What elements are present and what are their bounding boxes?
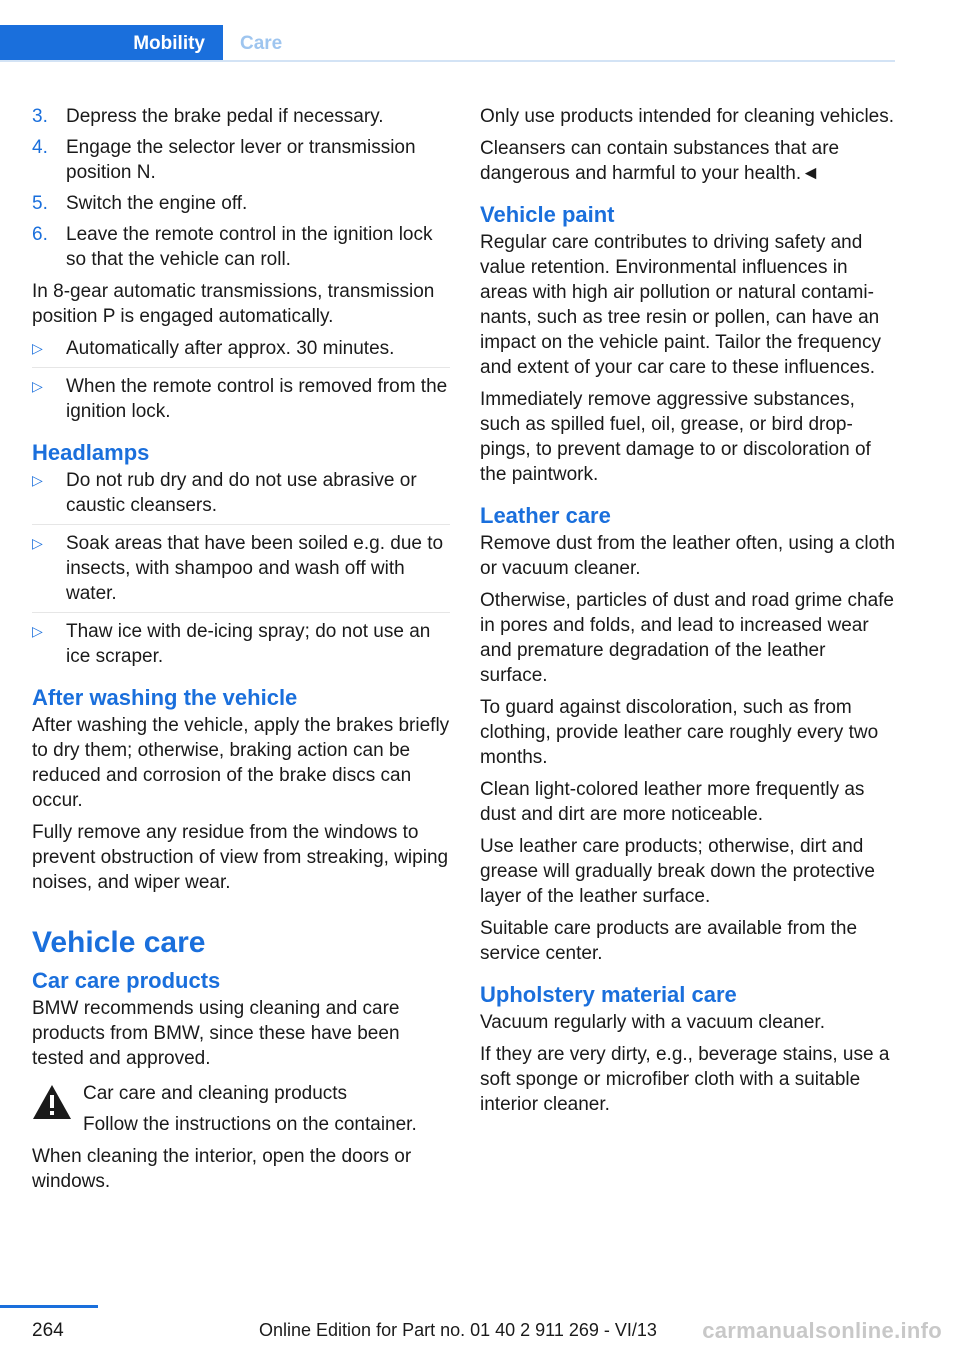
paint-paragraph-2: Immediately remove aggressive substances, such as spilled fuel, oil, grease, or bird droppings, to prevent damage to or discoloration of the paintwork. [480,389,871,485]
right-column [480,104,896,1124]
list-item-text: Automatically after approx. 30 minutes. [66,338,395,359]
step-text: Engage the selector lever or transmission position N. [66,137,416,183]
list-item-text: Do not rub dry and do not use abrasive or caustic cleansers. [66,470,417,516]
heading-vehicle-care: Vehicle care [32,926,206,959]
step-text: Leave the remote control in the ignition lock so that the vehicle can roll. [66,224,433,270]
after-washing-paragraph-1: After washing the vehicle, apply the brakes briefly to dry them; otherwise, braking action can be reduced and corrosion of the brake discs can occur. [32,715,450,811]
leather-paragraph-2: Otherwise, particles of dust and road grime chafe in pores and folds, and lead to increased wear and premature degradation of the leather surface. [480,590,894,686]
list-item-text: When the remote control is removed from the ignition lock. [66,376,448,422]
triangle-right-icon: ▷ [32,472,43,488]
footer-edition: Online Edition for Part no. 01 40 2 911 269 - VI/13 [259,1320,657,1340]
tab-care[interactable]: Care [240,33,283,54]
step-item [32,135,450,185]
leather-paragraph-6: Suitable care products are available from the service center. [480,918,858,964]
steps-list [32,104,450,272]
cleansers-paragraph: Cleansers can contain substances that are dangerous and harmful to your health.◄ [480,138,840,184]
interior-paragraph: When cleaning the interior, open the doors or windows. [32,1146,412,1192]
step-text: Switch the engine off. [66,193,248,214]
watermark: carmanualsonline.info [702,1318,942,1343]
step-number: 4. [32,137,48,158]
step-item [32,222,450,272]
list-item-text: Soak areas that have been soiled e.g. due to insects, with shampoo and wash off with water. [66,533,444,604]
list-item [32,531,450,613]
upholstery-paragraph-2: If they are very dirty, e.g., beverage stains, use a soft sponge or microfiber cloth with a suitable interior cleaner. [480,1044,890,1115]
warning-title: Car care and cleaning products [83,1083,348,1104]
only-use-paragraph: Only use products intended for cleaning vehicles. [480,106,895,127]
warning-box [32,1081,450,1137]
step-text: Depress the brake pedal if necessary. [66,106,384,127]
heading-after-washing: After washing the vehicle [32,685,298,710]
step-number: 5. [32,193,48,214]
leather-paragraph-4: Clean light-colored leather more frequently as dust and dirt are more noticeable. [480,779,865,825]
leather-paragraph-3: To guard against discoloration, such as from clothing, provide leather care roughly every two months. [480,697,879,768]
triangle-right-icon: ▷ [32,340,43,356]
list-item [32,619,450,669]
step-number: 6. [32,224,48,245]
list-item-text: Thaw ice with de-icing spray; do not use an ice scraper. [66,621,431,667]
heading-upholstery: Upholstery material care [480,982,737,1007]
heading-car-care-products: Car care products [32,968,221,993]
footer-accent-line [0,1305,98,1308]
warning-triangle-icon [32,1084,72,1120]
leather-paragraph-5: Use leather care products; otherwise, dirt and grease will gradually break down the protective layer of the leather surface. [480,836,875,907]
transmission-paragraph: In 8-gear automatic transmissions, transmission position P is engaged automatically. [32,281,435,327]
triangle-right-icon: ▷ [32,623,43,639]
chapter-tab-bar [0,25,895,62]
leather-paragraph-1: Remove dust from the leather often, using a cloth or vacuum cleaner. [480,533,896,579]
step-item [32,104,450,129]
heading-vehicle-paint: Vehicle paint [480,202,615,227]
list-item [32,374,450,424]
list-item [32,336,450,368]
auto-park-list [32,336,450,424]
warning-text: Follow the instructions on the container. [83,1114,417,1135]
left-column [32,104,450,1201]
tab-bar-rule [0,60,895,62]
heading-leather-care: Leather care [480,503,611,528]
triangle-right-icon: ▷ [32,535,43,551]
step-item [32,191,450,216]
page-number: 264 [32,1320,64,1341]
list-item [32,468,450,525]
headlamp-list [32,468,450,669]
step-number: 3. [32,106,48,127]
after-washing-paragraph-2: Fully remove any residue from the windows to prevent obstruction of view from streaking, wiping noises, and wiper wear. [32,822,449,893]
triangle-right-icon: ▷ [32,378,43,394]
bmw-recommends-paragraph: BMW recommends using cleaning and care products from BMW, since these have been tested and approved. [32,998,400,1069]
heading-headlamps: Headlamps [32,440,150,465]
tab-mobility[interactable]: Mobility [0,25,223,62]
paint-paragraph-1: Regular care contributes to driving safety and value retention. Environmental influences in areas with high air pollution or natural contaminants, such as tree resin or pollen, can have an impact on the vehicle paint. Tailor the frequency and extent of your car care to these influences. [480,232,881,378]
upholstery-paragraph-1: Vacuum regularly with a vacuum cleaner. [480,1012,825,1033]
